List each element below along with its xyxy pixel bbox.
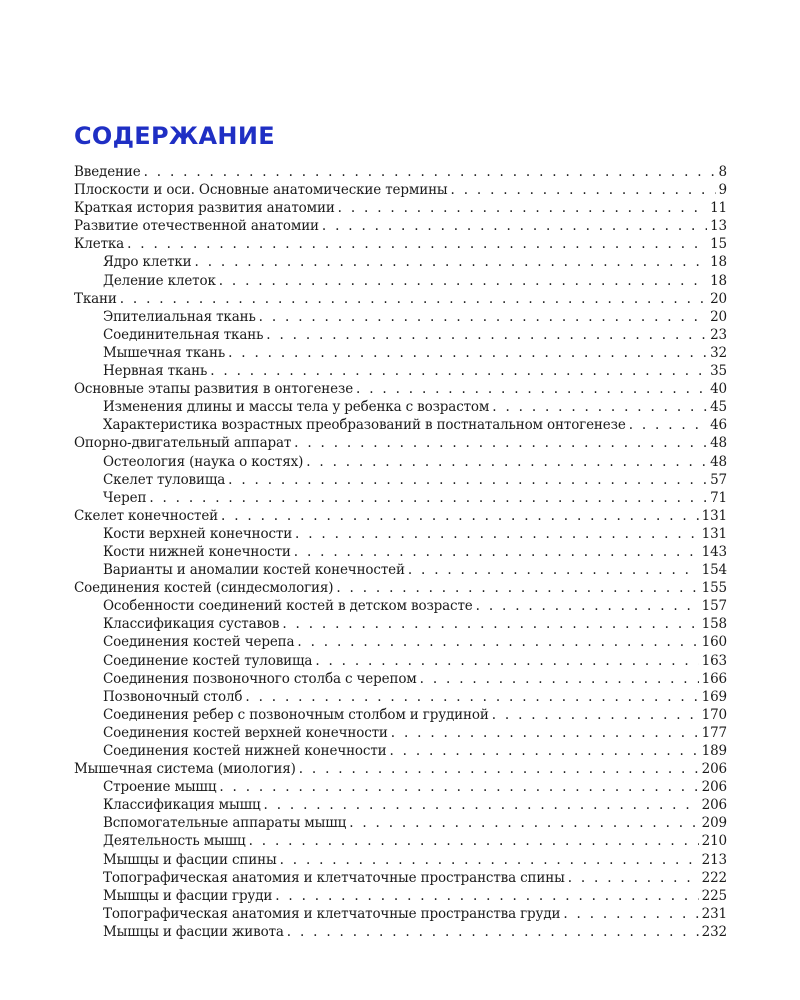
toc-subentry	[74, 633, 727, 651]
toc-entry	[74, 507, 727, 525]
toc-subentry	[74, 344, 727, 362]
toc-entry-title: Ядро клетки	[103, 254, 192, 271]
dot-leader	[492, 706, 699, 724]
toc-entry-title: Соединения костей верхней конечности	[103, 724, 388, 741]
toc-page-number: 45	[710, 399, 727, 416]
dot-leader	[210, 362, 707, 380]
toc-page-number: 160	[701, 634, 727, 651]
dot-leader	[127, 235, 707, 253]
toc-subentry	[74, 543, 727, 561]
toc-entry	[74, 434, 727, 452]
dot-leader	[264, 796, 699, 814]
toc-page-number: 18	[710, 254, 727, 271]
toc-page-number: 11	[710, 200, 727, 217]
toc-page-number: 35	[710, 363, 727, 380]
toc-subentry	[74, 362, 727, 380]
page-title: СОДЕРЖАНИЕ	[74, 122, 275, 150]
dot-leader	[228, 471, 707, 489]
toc-entry-title: Соединительная ткань	[103, 326, 264, 343]
dot-leader	[568, 869, 699, 887]
toc-subentry	[74, 489, 727, 507]
dot-leader	[221, 507, 699, 525]
toc-entry-title: Кости нижней конечности	[103, 543, 291, 560]
toc-entry-title: Соединения ребер с позвоночным столбом и грудиной	[103, 706, 489, 723]
toc-page-number: 206	[701, 761, 727, 778]
toc-entry-title: Череп	[103, 489, 147, 506]
toc-subentry	[74, 742, 727, 760]
toc-page-number: 20	[710, 290, 727, 307]
dot-leader	[295, 525, 699, 543]
toc-entry-title: Строение мышц	[103, 779, 217, 796]
toc-subentry	[74, 597, 727, 615]
toc-entry	[74, 380, 727, 398]
toc-entry-title: Остеология (наука о костях)	[103, 453, 304, 470]
toc-entry	[74, 579, 727, 597]
toc-page-number: 155	[701, 580, 727, 597]
toc-page-number: 231	[701, 905, 727, 922]
toc-entry-title: Опорно-двигательный аппарат	[74, 435, 292, 452]
toc-entry-title: Классификация мышц	[103, 797, 261, 814]
toc-entry-title: Мышцы и фасции груди	[103, 887, 273, 904]
dot-leader	[294, 434, 707, 452]
toc-subentry	[74, 253, 727, 271]
toc-entry-title: Варианты и аномалии костей конечностей	[103, 562, 405, 579]
dot-leader	[294, 543, 699, 561]
toc-entry-title: Топографическая анатомия и клетчаточные пространства груди	[103, 905, 561, 922]
dot-leader	[245, 688, 698, 706]
toc-subentry	[74, 851, 727, 869]
dot-leader	[391, 724, 699, 742]
dot-leader	[629, 416, 707, 434]
toc-subentry	[74, 561, 727, 579]
toc-entry-title: Клетка	[74, 236, 125, 253]
toc-subentry	[74, 525, 727, 543]
toc-entry-title: Изменения длины и массы тела у ребенка с возрастом	[103, 399, 490, 416]
toc-subentry	[74, 887, 727, 905]
toc-entry	[74, 181, 727, 199]
toc-page-number: 57	[710, 471, 727, 488]
toc-subentry	[74, 706, 727, 724]
toc-entry-title: Введение	[74, 164, 141, 180]
toc-entry-title: Кости верхней конечности	[103, 525, 293, 542]
toc-entry	[74, 217, 727, 235]
dot-leader	[299, 760, 699, 778]
dot-leader	[306, 453, 707, 471]
toc-subentry	[74, 453, 727, 471]
toc-subentry	[74, 615, 727, 633]
toc-entry-title: Скелет туловища	[103, 471, 226, 488]
toc-entry-title: Деятельность мышц	[103, 833, 246, 850]
toc-entry-title: Мышечная система (миология)	[74, 761, 296, 778]
toc-entry-title: Характеристика возрастных преобразований в постнатальном онтогенезе	[103, 417, 626, 434]
toc-entry-title: Позвоночный столб	[103, 688, 243, 705]
table-of-contents	[74, 163, 727, 941]
toc-entry-title: Скелет конечностей	[74, 507, 219, 524]
toc-page-number: 210	[701, 833, 727, 850]
toc-subentry	[74, 688, 727, 706]
dot-leader	[476, 597, 699, 615]
toc-page-number: 15	[710, 236, 727, 253]
toc-subentry	[74, 416, 727, 434]
dot-leader	[144, 163, 716, 181]
toc-page-number: 8	[718, 164, 727, 180]
toc-page-number: 131	[701, 507, 727, 524]
toc-entry-title: Соединения позвоночного столба с черепом	[103, 670, 417, 687]
toc-page-number: 189	[701, 743, 727, 759]
toc-entry-title: Мышечная ткань	[103, 344, 226, 361]
dot-leader	[356, 380, 707, 398]
toc-page-number: 13	[710, 218, 727, 235]
toc-entry-title: Мышцы и фасции спины	[103, 851, 277, 868]
dot-leader	[420, 670, 699, 688]
toc-subentry	[74, 471, 727, 489]
toc-page-number: 143	[701, 543, 727, 560]
toc-page-number: 209	[701, 815, 727, 832]
toc-subentry	[74, 778, 727, 796]
dot-leader	[315, 652, 698, 670]
toc-page-number: 23	[710, 326, 727, 343]
toc-page-number: 206	[701, 779, 727, 796]
dot-leader	[120, 290, 707, 308]
dot-leader	[228, 344, 707, 362]
toc-entry-title: Ткани	[74, 290, 117, 307]
dot-leader	[249, 832, 699, 850]
dot-leader	[219, 778, 698, 796]
toc-page-number: 166	[701, 670, 727, 687]
toc-subentry	[74, 724, 727, 742]
toc-page-number: 9	[718, 182, 727, 199]
dot-leader	[338, 199, 707, 217]
toc-entry-title: Развитие отечественной анатомии	[74, 218, 319, 235]
toc-entry-title: Соединение костей туловища	[103, 652, 313, 669]
dot-leader	[336, 579, 698, 597]
toc-subentry	[74, 832, 727, 850]
toc-entry-title: Плоскости и оси. Основные анатомические термины	[74, 182, 448, 199]
toc-entry	[74, 199, 727, 217]
toc-entry	[74, 163, 727, 181]
toc-entry-title: Эпителиальная ткань	[103, 308, 256, 325]
toc-page-number: 157	[701, 598, 727, 615]
toc-subentry	[74, 923, 727, 941]
dot-leader	[297, 633, 698, 651]
dot-leader	[282, 615, 698, 633]
dot-leader	[280, 851, 699, 869]
toc-page-number: 163	[701, 652, 727, 669]
toc-entry-title: Мышцы и фасции живота	[103, 923, 284, 940]
toc-entry-title: Соединения костей черепа	[103, 634, 295, 651]
dot-leader	[195, 253, 708, 271]
dot-leader	[219, 272, 707, 290]
toc-subentry	[74, 398, 727, 416]
toc-entry-title: Нервная ткань	[103, 363, 208, 380]
dot-leader	[390, 742, 699, 760]
toc-subentry	[74, 869, 727, 887]
toc-page-number: 46	[710, 417, 727, 434]
toc-subentry	[74, 670, 727, 688]
toc-page-number: 48	[710, 453, 727, 470]
dot-leader	[149, 489, 707, 507]
toc-page-number: 48	[710, 435, 727, 452]
dot-leader	[259, 308, 707, 326]
dot-leader	[408, 561, 699, 579]
toc-page-number: 131	[701, 525, 727, 542]
dot-leader	[492, 398, 707, 416]
toc-subentry	[74, 814, 727, 832]
toc-page-number: 206	[701, 797, 727, 814]
toc-page-number: 154	[701, 562, 727, 579]
toc-page-number: 177	[701, 724, 727, 741]
toc-entry-title: Основные этапы развития в онтогенезе	[74, 381, 354, 398]
toc-entry-title: Деление клеток	[103, 272, 216, 289]
toc-entry-title: Соединения костей нижней конечности	[103, 743, 387, 759]
toc-entry-title: Особенности соединений костей в детском возрасте	[103, 598, 473, 615]
toc-page-number: 213	[701, 851, 727, 868]
toc-page-number: 232	[701, 923, 727, 940]
toc-subentry	[74, 796, 727, 814]
toc-entry-title: Вспомогательные аппараты мышц	[103, 815, 347, 832]
dot-leader	[322, 217, 707, 235]
toc-page-number: 170	[701, 706, 727, 723]
toc-subentry	[74, 905, 727, 923]
dot-leader	[266, 326, 707, 344]
dot-leader	[287, 923, 699, 941]
toc-page-number: 40	[710, 381, 727, 398]
toc-page-number: 158	[701, 616, 727, 633]
dot-leader	[451, 181, 716, 199]
toc-entry	[74, 290, 727, 308]
toc-entry	[74, 760, 727, 778]
toc-page-number: 18	[710, 272, 727, 289]
toc-entry-title: Топографическая анатомия и клетчаточные пространства спины	[103, 869, 565, 886]
toc-page-number: 32	[710, 344, 727, 361]
toc-subentry	[74, 326, 727, 344]
toc-page-number: 169	[701, 688, 727, 705]
toc-entry-title: Классификация суставов	[103, 616, 280, 633]
toc-entry-title: Соединения костей (синдесмология)	[74, 580, 334, 597]
toc-entry	[74, 235, 727, 253]
dot-leader	[275, 887, 698, 905]
toc-entry-title: Краткая история развития анатомии	[74, 200, 335, 217]
toc-page-number: 71	[710, 489, 727, 506]
toc-subentry	[74, 272, 727, 290]
toc-page-number: 20	[710, 308, 727, 325]
toc-subentry	[74, 652, 727, 670]
toc-subentry	[74, 308, 727, 326]
toc-page-number: 222	[701, 869, 727, 886]
toc-page-number: 225	[701, 887, 727, 904]
dot-leader	[349, 814, 698, 832]
dot-leader	[563, 905, 698, 923]
